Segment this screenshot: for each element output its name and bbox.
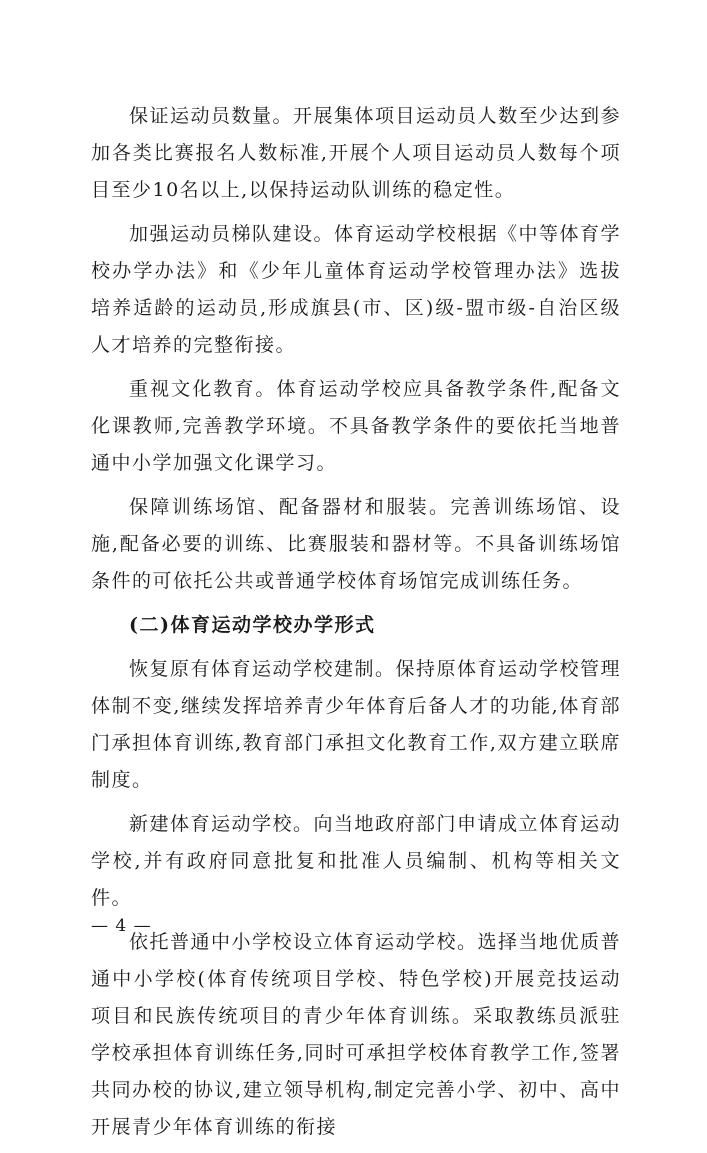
- paragraph-athlete-numbers: 保证运动员数量。开展集体项目运动员人数至少达到参加各类比赛报名人数标准,开展个人项目运动员人数每个项目至少10名以上,以保持运动队训练的稳定性。: [91, 105, 622, 201]
- paragraph-rely-on-schools: 依托普通中小学校设立体育运动学校。选择当地优质普通中小学校(体育传统项目学校、特色学校)开展竞技运动项目和民族传统项目的青少年体育训练。采取教练员派驻学校承担体育训练任务,同时可承担学校体育教学工作,签署共同办校的协议,建立领导机构,制定完善小学、初中、高中开展青少年体育训练的衔接: [91, 931, 622, 1138]
- paragraph-athlete-echelon: 加强运动员梯队建设。体育运动学校根据《中等体育学校办学办法》和《少年儿童体育运动学校管理办法》选拔培养适龄的运动员,形成旗县(市、区)级-盟市级-自治区级人才培养的完整衔接。: [91, 223, 622, 356]
- paragraph-training-venues: 保障训练场馆、配备器材和服装。完善训练场馆、设施,配备必要的训练、比赛服装和器材等。不具备训练场馆条件的可依托公共或普通学校体育场馆完成训练任务。: [91, 496, 621, 592]
- section-heading: (二)体育运动学校办学形式: [129, 614, 376, 636]
- paragraph-cultural-education: 重视文化教育。体育运动学校应具备教学条件,配备文化课教师,完善教学环境。不具备教学条件的要依托当地普通中小学加强文化课学习。: [91, 378, 621, 474]
- document-body: [91, 98, 621, 1153]
- paragraph-restore-schools: 恢复原有体育运动学校建制。保持原体育运动学校管理体制不变,继续发挥培养青少年体育后备人才的功能,体育部门承担体育训练,教育部门承担文化教育工作,双方建立联席制度。: [91, 658, 622, 791]
- paragraph-new-schools: 新建体育运动学校。向当地政府部门申请成立体育运动学校,并有政府同意批复和批准人员编制、机构等相关文件。: [91, 813, 622, 909]
- page-number: — 4 —: [91, 916, 152, 936]
